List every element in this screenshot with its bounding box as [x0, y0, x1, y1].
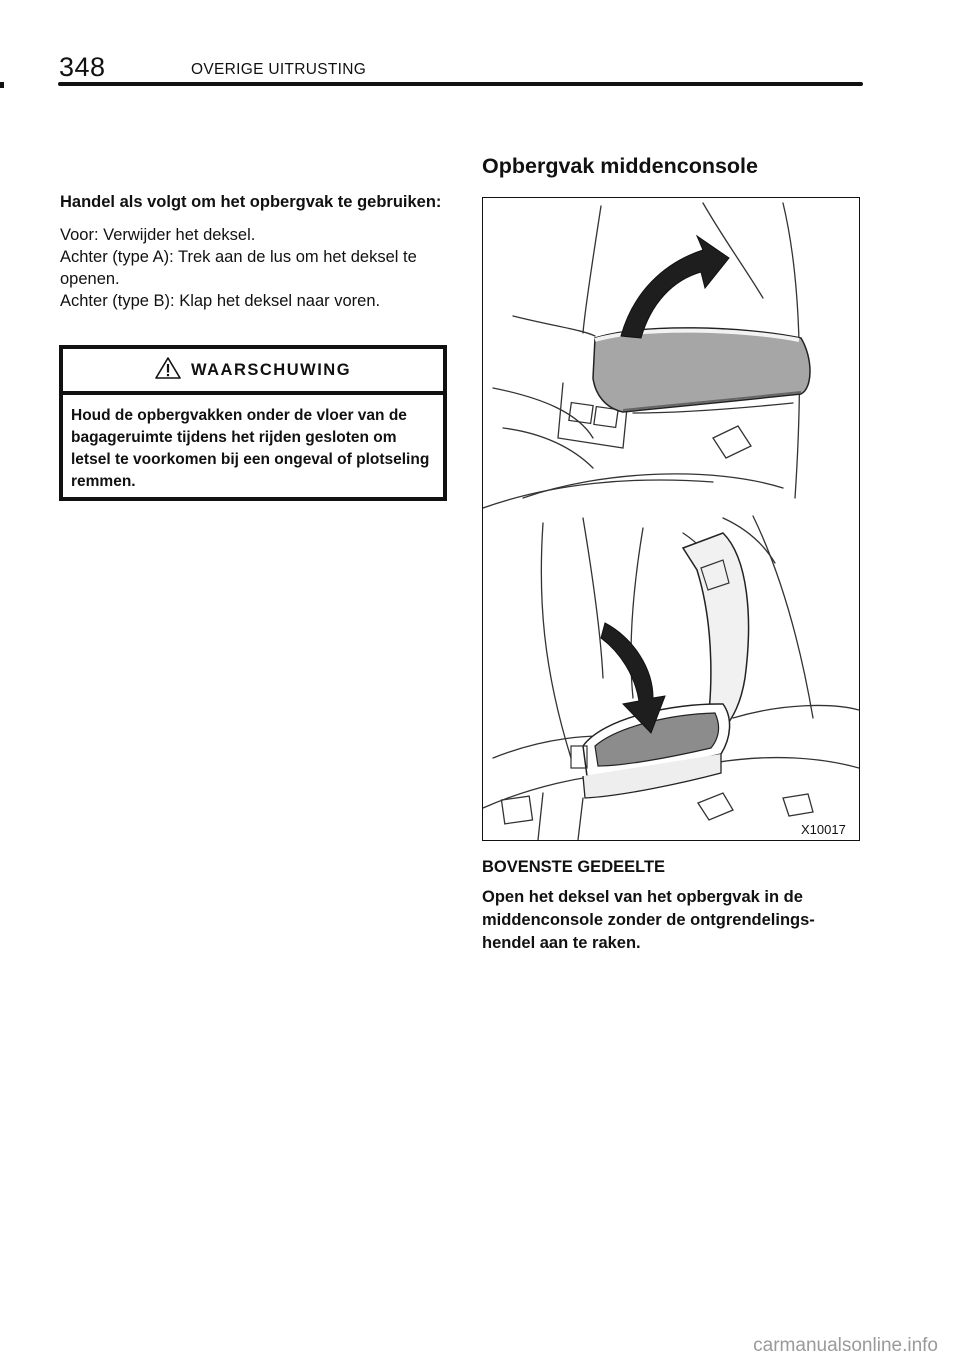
intro-text: Handel als volgt om het opbergvak te gebruiken:: [60, 193, 442, 211]
watermark: carmanualsonline.info: [753, 1335, 938, 1356]
caption-text: Open het deksel van het opbergvak in de middenconsole zonder de ontgrendelings-hendel aan te raken.: [482, 888, 815, 952]
caption-label: BOVENSTE GEDEELTE: [482, 858, 666, 876]
warning-box: [59, 345, 447, 501]
header-rule: [58, 82, 863, 86]
warning-triangle-icon: [155, 357, 181, 384]
instruction-list: [60, 224, 445, 312]
console-illustration: [482, 197, 860, 841]
console-heading: Opbergvak middenconsole: [482, 154, 758, 178]
section-title: OVERIGE UITRUSTING: [191, 61, 367, 78]
warning-title: WAARSCHUWING: [190, 360, 352, 379]
warning-header: [63, 349, 443, 395]
page-number: 348: [59, 52, 106, 82]
instruction-rear-type-b: Achter (type B): Klap het deksel naar voren.: [60, 292, 381, 310]
left-column: [60, 190, 445, 312]
warning-body: Houd de opbergvakken onder de vloer van de bagageruimte tijdens het rijden gesloten om letsel te voorkomen bij een ongeval of plotseling remmen.: [71, 407, 430, 490]
instruction-rear-type-a: Achter (type A): Trek aan de lus om het deksel te openen.: [60, 248, 417, 288]
figure-code: X10017: [801, 822, 846, 837]
instruction-front: Voor: Verwijder het deksel.: [60, 226, 256, 244]
margin-mark: [0, 82, 4, 88]
